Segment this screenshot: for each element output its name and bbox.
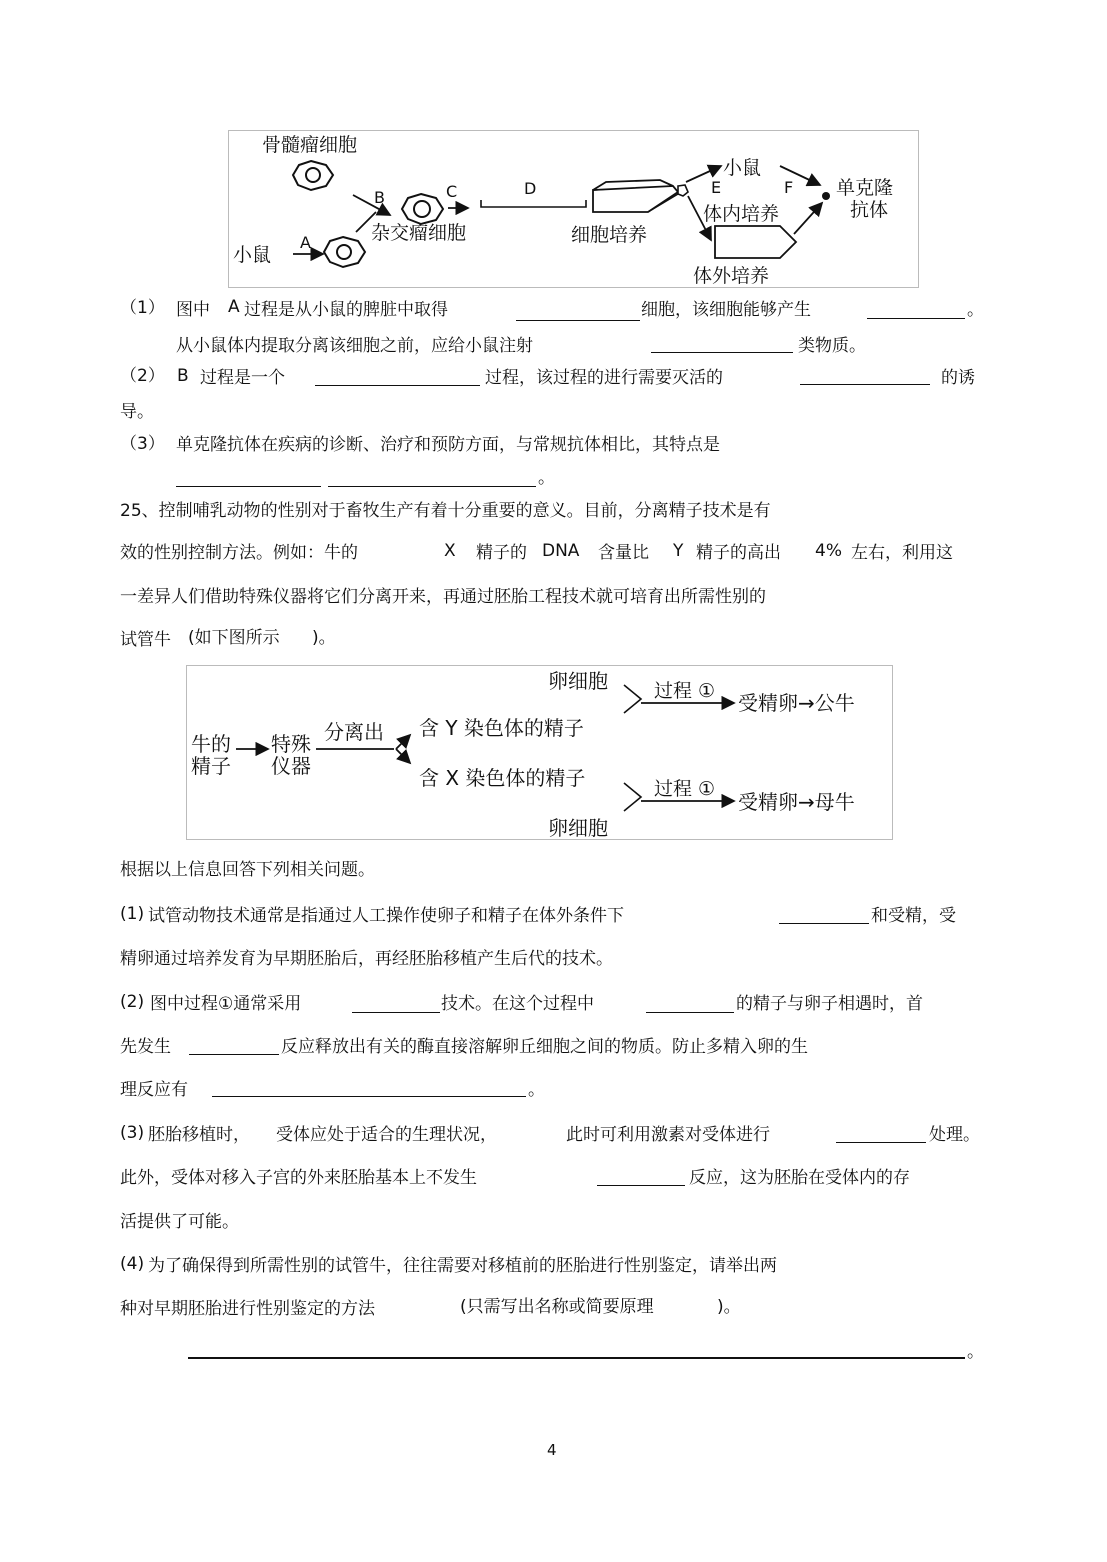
myeloma-cell — [293, 161, 333, 190]
q3-text-a: 胚胎移植时， — [148, 1125, 250, 1145]
q24-p2-text-b: 过程是一个 — [200, 368, 285, 388]
x-sperm-label: 含 X 染色体的精子 — [419, 766, 586, 790]
label-d: D — [524, 179, 537, 198]
product-line2: 抗体 — [850, 199, 889, 221]
q25-line2-a: 效的性别控制方法。例如：牛的 — [120, 543, 358, 563]
answer-blank[interactable] — [800, 384, 930, 385]
q2-text-e: 反应释放出有关的酶直接溶解卵丘细胞之间的物质。防止多精入卵的生 — [281, 1037, 808, 1057]
q1-text-a: 试管动物技术通常是指通过人工操作使卵子和精子在体外条件下 — [148, 906, 624, 926]
q25-line2-c: 精子的 — [476, 543, 527, 563]
q24-p1-text-c: 过程是从小鼠的脾脏中取得 — [244, 300, 448, 320]
separate-label: 分离出 — [324, 720, 384, 744]
answer-blank[interactable] — [189, 1054, 279, 1055]
q3-text-c: 此时可利用激素对受体进行 — [566, 1125, 770, 1145]
q4-text-a: 为了确保得到所需性别的试管牛，往往需要对移植前的胚胎进行性别鉴定，请举出两 — [148, 1256, 777, 1276]
q24-p2-number: （2） — [120, 366, 165, 386]
process-label-bottom: 过程 ① — [654, 778, 716, 800]
label-e: E — [711, 178, 722, 197]
q4-end: 。 — [967, 1342, 984, 1362]
q3-text-g: 活提供了可能。 — [120, 1212, 239, 1232]
q24-p2-text-d: 的诱 — [941, 368, 975, 388]
q24-p1-text-d: 细胞，该细胞能够产生 — [641, 300, 811, 320]
answer-blank[interactable] — [779, 923, 869, 924]
label-b: B — [374, 188, 385, 207]
q25-line1: 25、控制哺乳动物的性别对于畜牧生产有着十分重要的意义。目前，分离精子技术是有 — [120, 501, 771, 521]
label-a: A — [300, 233, 311, 252]
questions-intro: 根据以上信息回答下列相关问题。 — [120, 860, 375, 880]
device-label-2: 仪器 — [271, 754, 311, 778]
q24-p2-text-c: 过程，该过程的进行需要灭活的 — [485, 368, 723, 388]
answer-blank[interactable] — [651, 352, 793, 353]
device-label-1: 特殊 — [271, 732, 311, 756]
q25-line4-c: )。 — [312, 628, 336, 648]
hybridoma-diagram — [228, 130, 920, 288]
q3-text-f: 反应，这为胚胎在受体内的存 — [689, 1168, 910, 1188]
q1-text-b: 和受精，受 — [871, 906, 956, 926]
q3-text-e: 此外，受体对移入子宫的外来胚胎基本上不发生 — [120, 1168, 477, 1188]
process-label-top: 过程 ① — [654, 680, 716, 702]
mouse-top-label: 小鼠 — [723, 157, 762, 179]
q2-number: (2) — [120, 992, 145, 1012]
q3-text-b: 受体应处于适合的生理状况， — [276, 1125, 497, 1145]
answer-blank[interactable] — [328, 486, 536, 487]
q25-line4-a: 试管牛 — [120, 630, 171, 650]
answer-blank[interactable] — [188, 1357, 965, 1359]
q2-text-d: 先发生 — [120, 1037, 171, 1057]
q25-line2-e: 含量比 — [598, 543, 649, 563]
b-cell — [324, 237, 365, 267]
q25-line3: 一差异人们借助特殊仪器将它们分离开来，再通过胚胎工程技术就可培育出所需性别的 — [120, 587, 766, 607]
q24-p1-text-e: 。 — [967, 300, 984, 320]
q25-line2-h: 4% — [815, 541, 842, 561]
answer-blank[interactable] — [176, 486, 321, 487]
egg-label-bottom: 卵细胞 — [548, 816, 608, 840]
sperm-label-2: 精子 — [191, 754, 231, 778]
hybridoma-label: 杂交瘤细胞 — [371, 222, 467, 244]
q24-p1-number: （1） — [120, 298, 165, 318]
q24-p1-line2-end: 类物质。 — [798, 336, 866, 356]
q3-text-d: 处理。 — [929, 1125, 980, 1145]
q2-text-c: 的精子与卵子相遇时，首 — [736, 994, 923, 1014]
q4-number: (4) — [120, 1254, 145, 1274]
q2-text-b: 技术。在这个过程中 — [441, 994, 594, 1014]
q2-text-a: 图中过程①通常采用 — [150, 994, 302, 1014]
in-vitro-label: 体外培养 — [693, 265, 770, 287]
q24-p1-text-b: A — [228, 297, 240, 317]
egg-label-top: 卵细胞 — [548, 669, 608, 693]
q24-p3-end: 。 — [538, 468, 555, 488]
q25-line2-b: X — [444, 541, 456, 561]
label-f: F — [784, 178, 794, 197]
q25-line2-d: DNA — [542, 541, 580, 561]
q24-p3-text: 单克隆抗体在疾病的诊断、治疗和预防方面，与常规抗体相比，其特点是 — [176, 435, 720, 455]
answer-blank[interactable] — [516, 320, 640, 321]
q2-text-f: 理反应有 — [120, 1080, 188, 1100]
q4-text-b: 种对早期胚胎进行性别鉴定的方法 — [120, 1299, 375, 1319]
cell-culture-label: 细胞培养 — [571, 224, 648, 246]
q25-line4-b: (如下图所示 — [188, 628, 280, 648]
q24-p1-line2: 从小鼠体内提取分离该细胞之前，应给小鼠注射 — [176, 336, 533, 356]
in-vitro-flask — [715, 226, 796, 258]
in-vivo-label: 体内培养 — [703, 203, 780, 225]
antibody-dot — [822, 192, 830, 200]
q1-number: (1) — [120, 904, 145, 924]
q25-line2-i: 左右，利用这 — [851, 543, 953, 563]
answer-blank[interactable] — [867, 318, 965, 319]
label-c: C — [446, 182, 458, 201]
q24-p3-number: （3） — [120, 434, 165, 454]
q24-p2-text-a: B — [177, 366, 189, 386]
answer-blank[interactable] — [315, 385, 480, 386]
y-sperm-label: 含 Y 染色体的精子 — [419, 716, 584, 740]
q3-number: (3) — [120, 1123, 145, 1143]
myeloma-label: 骨髓瘤细胞 — [262, 134, 358, 156]
product-line1: 单克隆 — [836, 177, 894, 199]
q25-line2-g: 精子的高出 — [696, 543, 781, 563]
q4-text-d: )。 — [717, 1297, 741, 1317]
q24-p1-text-a: 图中 — [176, 300, 210, 320]
answer-blank[interactable] — [646, 1012, 734, 1013]
female-result-label: 受精卵→母牛 — [738, 790, 855, 814]
sperm-label-1: 牛的 — [191, 732, 231, 756]
q2-text-g: 。 — [528, 1080, 545, 1100]
answer-blank[interactable] — [352, 1012, 440, 1013]
answer-blank[interactable] — [836, 1142, 926, 1143]
q1-text-c: 精卵通过培养发育为早期胚胎后，再经胚胎移植产生后代的技术。 — [120, 949, 613, 969]
mouse-left-label: 小鼠 — [233, 244, 272, 266]
page-number: 4 — [547, 1441, 557, 1459]
answer-blank[interactable] — [597, 1185, 685, 1186]
sperm-sorting-diagram — [186, 665, 894, 840]
q4-text-c: (只需写出名称或简要原理 — [460, 1297, 654, 1317]
q24-p2-line2: 导。 — [120, 402, 154, 422]
male-result-label: 受精卵→公牛 — [738, 691, 855, 715]
answer-blank[interactable] — [212, 1096, 526, 1097]
hybridoma-cell — [402, 194, 443, 224]
q25-line2-f: Y — [673, 541, 684, 561]
